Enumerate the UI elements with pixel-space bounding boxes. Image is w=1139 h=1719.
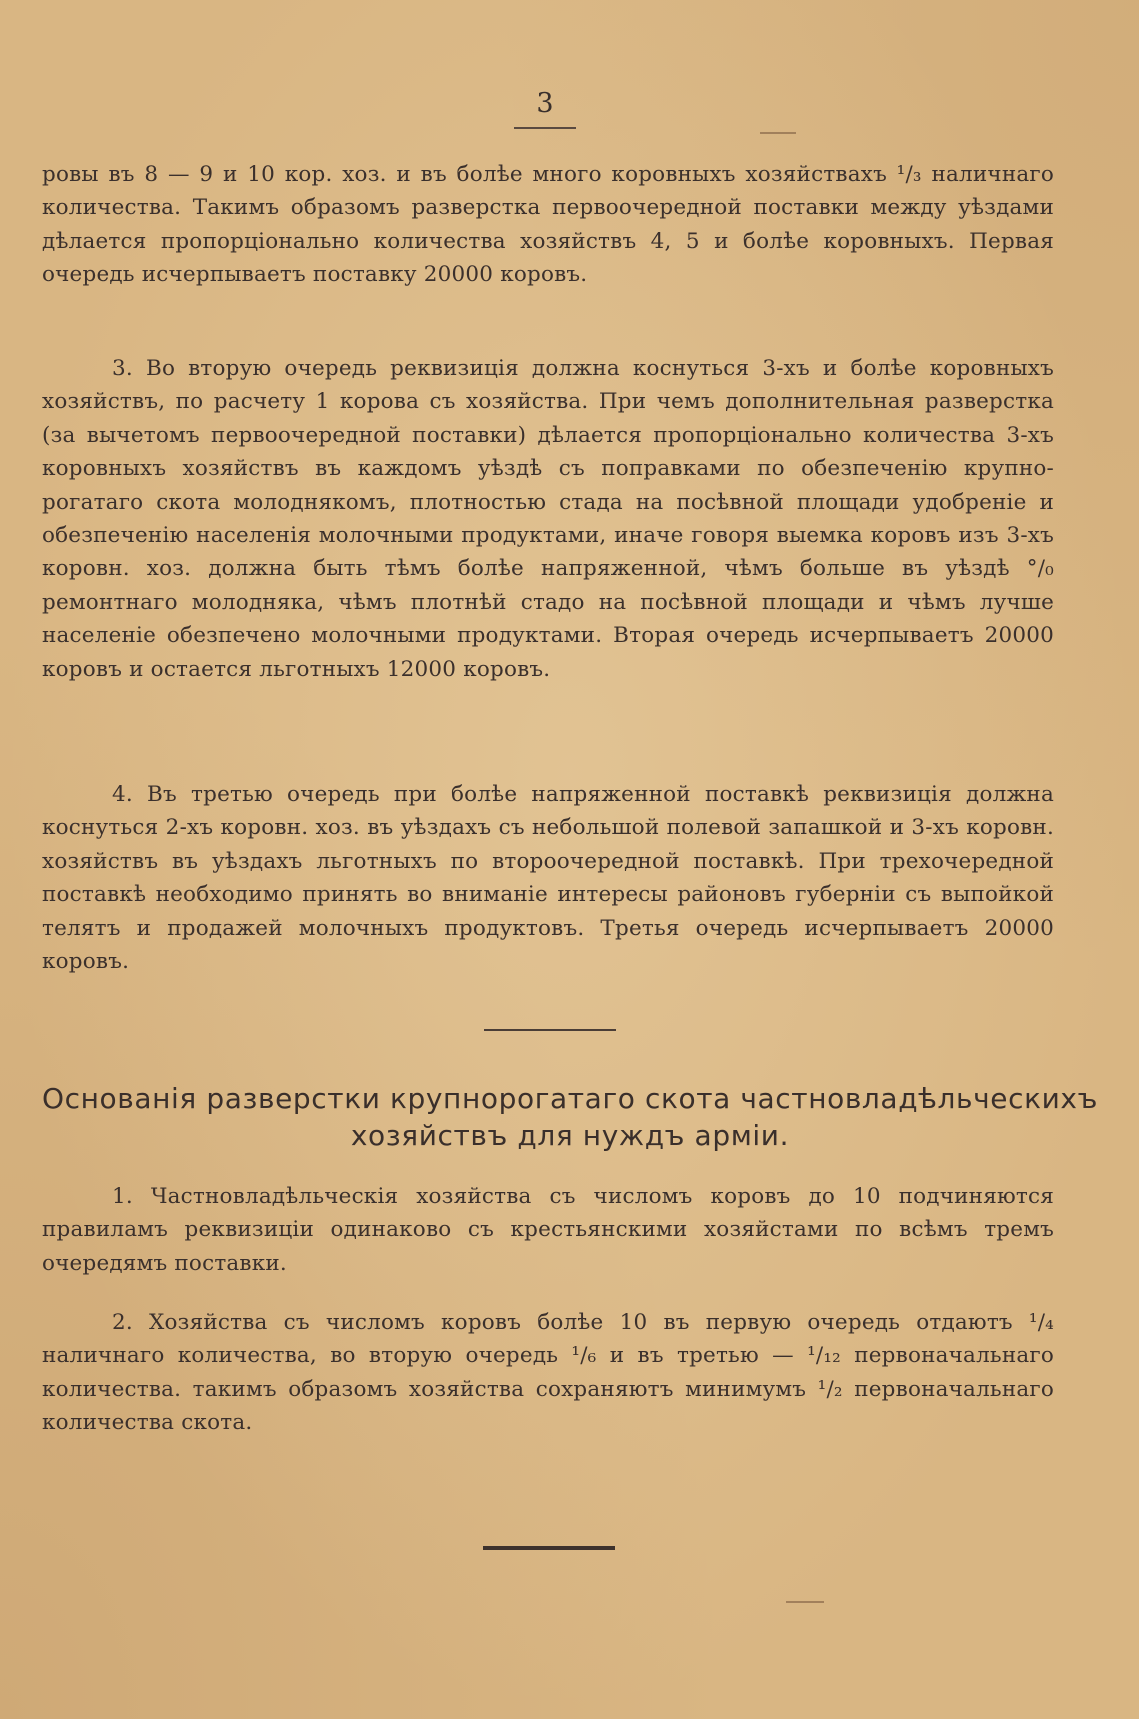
- continuation-paragraph: ровы въ 8 — 9 и 10 кор. хоз. и въ болѣе много коровныхъ хозяйствахъ ¹/₃ наличнаго количества. Такимъ образомъ разверстка первоочередной поставки между уѣздами дѣлается пропорціонально количества хозяйствъ 4, 5 и болѣе коровныхъ. Первая очередь исчерпываетъ поставку 20000 коровъ.: [42, 162, 1054, 288]
- section-divider: [484, 1029, 616, 1031]
- ink-mark: [786, 1601, 824, 1603]
- private-farms-paragraph-1: 1. Частновладѣльческія хозяйства съ числомъ коровъ до 10 подчиняются правиламъ реквизиціи одинаково съ крестьянскими хозяйстами по всѣмъ тремъ очередямъ поставки.: [42, 1184, 1054, 1276]
- paragraph-4: 4. Въ третью очередь при болѣе напряженной поставкѣ реквизиція должна коснуться 2-хъ коровн. хоз. въ уѣздахъ съ небольшой полевой запашкой и 3-хъ коровн. хозяйствъ въ уѣздахъ льготныхъ по второочередной поставкѣ. При трехочередной поставкѣ необходимо принять во вниманіе интересы районовъ губерніи съ выпойкой телятъ и продажей молочныхъ продуктовъ. Третья очередь исчерпываетъ 20000 коровъ.: [42, 782, 1054, 975]
- ink-mark: [760, 132, 796, 134]
- section-heading: Основанія разверстки крупнорогатаго скота частновладѣльческихъ хозяйствъ для нуждъ арміи.: [42, 1082, 1098, 1152]
- page-number-rule: [514, 127, 576, 129]
- end-rule: [483, 1546, 615, 1550]
- private-farms-paragraph-2: 2. Хозяйства съ числомъ коровъ болѣе 10 въ первую очередь отдаютъ ¹/₄ наличнаго количества, во вторую очередь ¹/₆ и въ третью — ¹/₁₂ первоначальнаго количества. такимъ образомъ хозяйства сохраняютъ минимумъ ¹/₂ первоначальнаго количества скота.: [42, 1310, 1054, 1436]
- paragraph-3: 3. Во вторую очередь реквизиція должна коснуться 3-хъ и болѣе коровныхъ хозяйствъ, по расчету 1 корова съ хозяйства. При чемъ дополнительная разверстка (за вычетомъ первоочередной поставки) дѣлается пропорціонально количества 3-хъ коровныхъ хозяйствъ въ каждомъ уѣздѣ съ поправками по обезпеченію крупно-рогатаго скота молоднякомъ, плотностью стада на посѣвной площади удобреніе и обезпеченію населенія молочными продуктами, иначе говоря выемка коровъ изъ 3-хъ коровн. хоз. должна быть тѣмъ болѣе напряженной, чѣмъ больше въ уѣздѣ °/₀ ремонтнаго молодняка, чѣмъ плотнѣй стадо на посѣвной площади и чѣмъ лучше населеніе обезпечено молочными продуктами. Вторая очередь исчерпываетъ 20000 коровъ и остается льготныхъ 12000 коровъ.: [42, 356, 1054, 682]
- page-number: 3: [536, 88, 554, 119]
